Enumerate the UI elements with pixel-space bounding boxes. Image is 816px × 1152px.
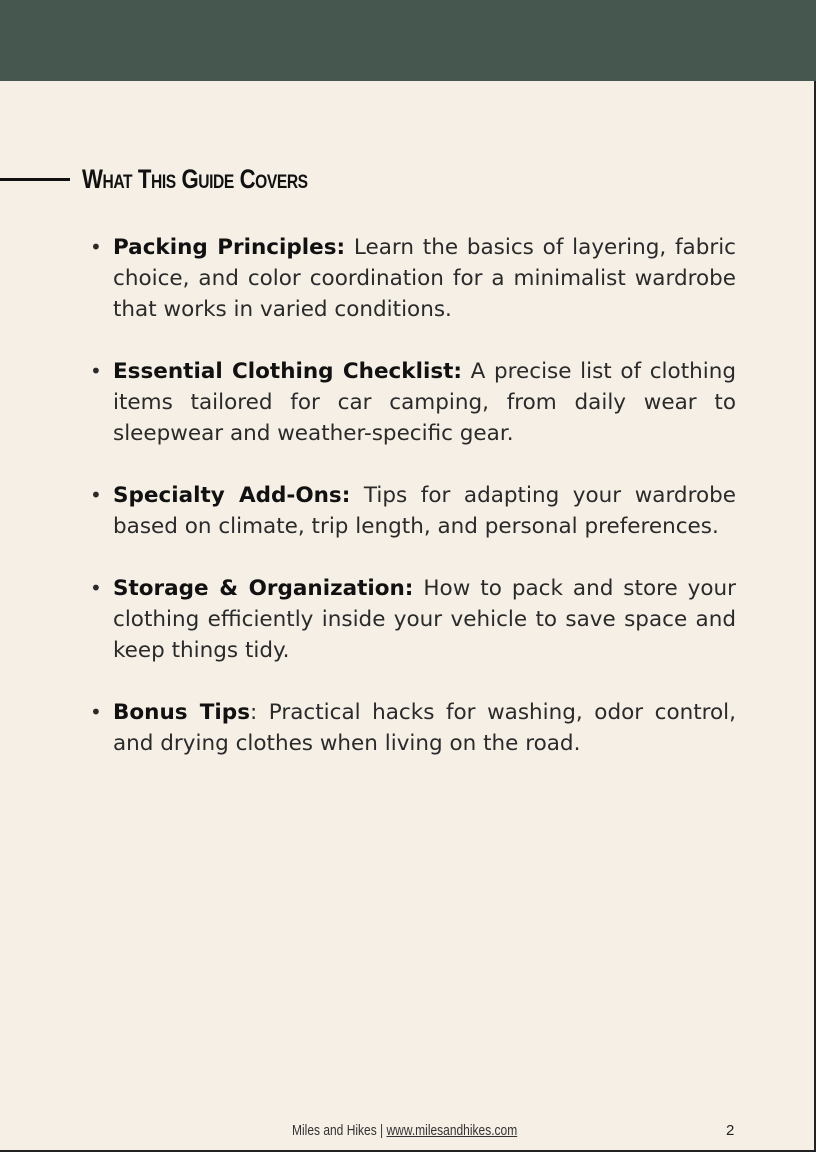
header-band [0, 0, 816, 81]
list-item [90, 232, 736, 325]
footer [292, 1122, 517, 1139]
heading-rule [0, 178, 70, 181]
item-text: How to pack and store your clothing efficiently inside your vehicle to save space and keep things tidy. [113, 576, 737, 663]
item-lead: Storage & Organization: [113, 576, 414, 601]
bullet-icon: • [90, 700, 102, 724]
bullet-icon: • [90, 359, 102, 383]
item-lead: Essential Clothing Checklist: [113, 359, 462, 384]
item-text: : Practical hacks for washing, odor control, and drying clothes when living on the road. [113, 700, 736, 756]
list-item [90, 480, 736, 542]
item-text: Tips for adapting your wardrobe based on climate, trip length, and personal preferences. [113, 483, 736, 539]
bullet-icon: • [90, 576, 102, 600]
item-text: Learn the basics of layering, fabric choice, and color coordination for a minimalist wardrobe that works in varied conditions. [113, 235, 736, 322]
item-lead: Specialty Add-Ons: [113, 483, 351, 508]
item-lead: Packing Principles: [113, 235, 346, 260]
bullet-icon: • [90, 483, 102, 507]
page-number: 2 [726, 1122, 735, 1139]
list-item [90, 697, 736, 759]
guide-contents-list [90, 232, 736, 790]
item-text: A precise list of clothing items tailored for car camping, from daily wear to sleepwear and weather-specific gear. [113, 359, 736, 446]
list-item [90, 573, 736, 666]
item-lead: Bonus Tips [113, 700, 250, 725]
bullet-icon: • [90, 235, 102, 259]
footer-website-link[interactable]: www.milesandhikes.com [386, 1122, 518, 1139]
list-item [90, 356, 736, 449]
footer-site-name: Miles and Hikes | [292, 1122, 387, 1139]
section-heading: What This Guide Covers [82, 164, 308, 194]
